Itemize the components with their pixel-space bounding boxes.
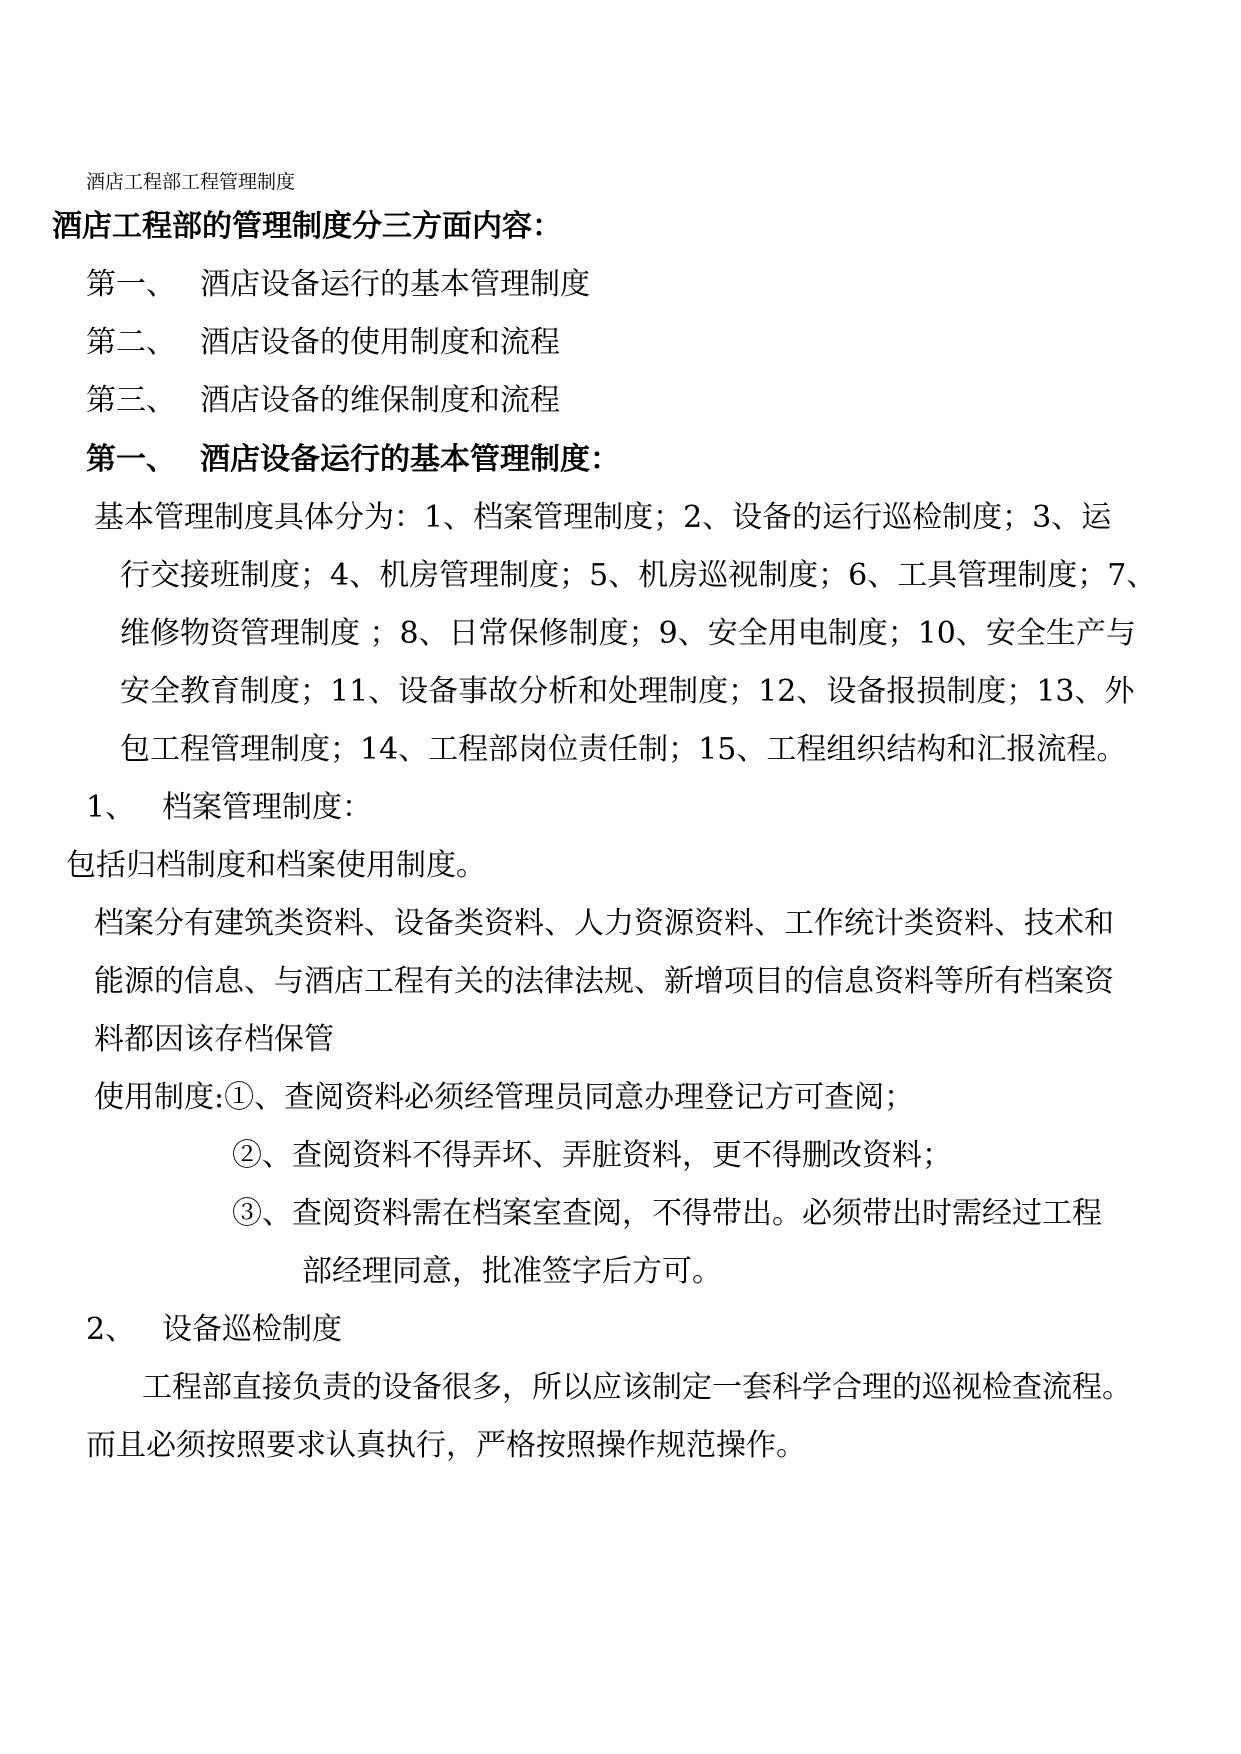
archive-line: 能源的信息、与酒店工程有关的法律法规、新增项目的信息资料等所有档案资 xyxy=(94,964,1114,999)
item2-number: 2、 xyxy=(86,1312,136,1347)
basic-list-line: 包工程管理制度；14、工程部岗位责任制；15、工程组织结构和汇报流程。 xyxy=(120,732,1127,767)
item1-title: 档案管理制度： xyxy=(162,790,372,825)
overview-item-number: 第二、 xyxy=(86,325,176,360)
archive-line: 档案分有建筑类资料、设备类资料、人力资源资料、工作统计类资料、技术和 xyxy=(94,906,1114,941)
doc-title: 酒店工程部工程管理制度 xyxy=(86,171,296,193)
basic-list-line: 基本管理制度具体分为：1、档案管理制度；2、设备的运行巡检制度；3、运 xyxy=(94,500,1112,535)
overview-item-1 xyxy=(86,267,590,302)
item2-title: 设备巡检制度 xyxy=(162,1312,342,1347)
basic-list-line: 安全教育制度；11、设备事故分析和处理制度；12、设备报损制度；13、外 xyxy=(120,674,1135,709)
section1-number: 第一、 xyxy=(86,442,176,477)
usage-line: 使用制度:①、查阅资料必须经管理员同意办理登记方可查阅； xyxy=(94,1080,915,1115)
overview-item-3 xyxy=(86,383,560,418)
section1-title: 酒店设备运行的基本管理制度： xyxy=(200,442,620,477)
item2-body-line: 而且必须按照要求认真执行，严格按照操作规范操作。 xyxy=(86,1428,806,1463)
overview-item-2 xyxy=(86,325,560,360)
usage-line: 部经理同意，批准签字后方可。 xyxy=(302,1254,722,1289)
overview-item-text: 酒店设备运行的基本管理制度 xyxy=(200,267,590,302)
basic-list-line: 维修物资管理制度 ；8、日常保修制度；9、安全用电制度；10、安全生产与 xyxy=(120,616,1136,651)
item1-intro: 包括归档制度和档案使用制度。 xyxy=(66,848,486,883)
overview-item-text: 酒店设备的维保制度和流程 xyxy=(200,383,560,418)
item2-body-line: 工程部直接负责的设备很多，所以应该制定一套科学合理的巡视检查流程。 xyxy=(142,1370,1132,1405)
item1-number: 1、 xyxy=(86,790,136,825)
usage-line: ②、查阅资料不得弄坏、弄脏资料，更不得删改资料； xyxy=(232,1138,952,1173)
section1-heading xyxy=(86,442,620,477)
usage-line: ③、查阅资料需在档案室查阅，不得带出。必须带出时需经过工程 xyxy=(232,1196,1102,1231)
overview-item-text: 酒店设备的使用制度和流程 xyxy=(200,325,560,360)
archive-line: 料都因该存档保管 xyxy=(94,1022,334,1057)
item1-heading xyxy=(86,790,372,825)
overview-item-number: 第一、 xyxy=(86,267,176,302)
item2-heading xyxy=(86,1312,342,1347)
basic-list-line: 行交接班制度；4、机房管理制度；5、机房巡视制度；6、工具管理制度；7、 xyxy=(120,558,1157,593)
intro-heading: 酒店工程部的管理制度分三方面内容： xyxy=(52,209,562,244)
overview-item-number: 第三、 xyxy=(86,383,176,418)
